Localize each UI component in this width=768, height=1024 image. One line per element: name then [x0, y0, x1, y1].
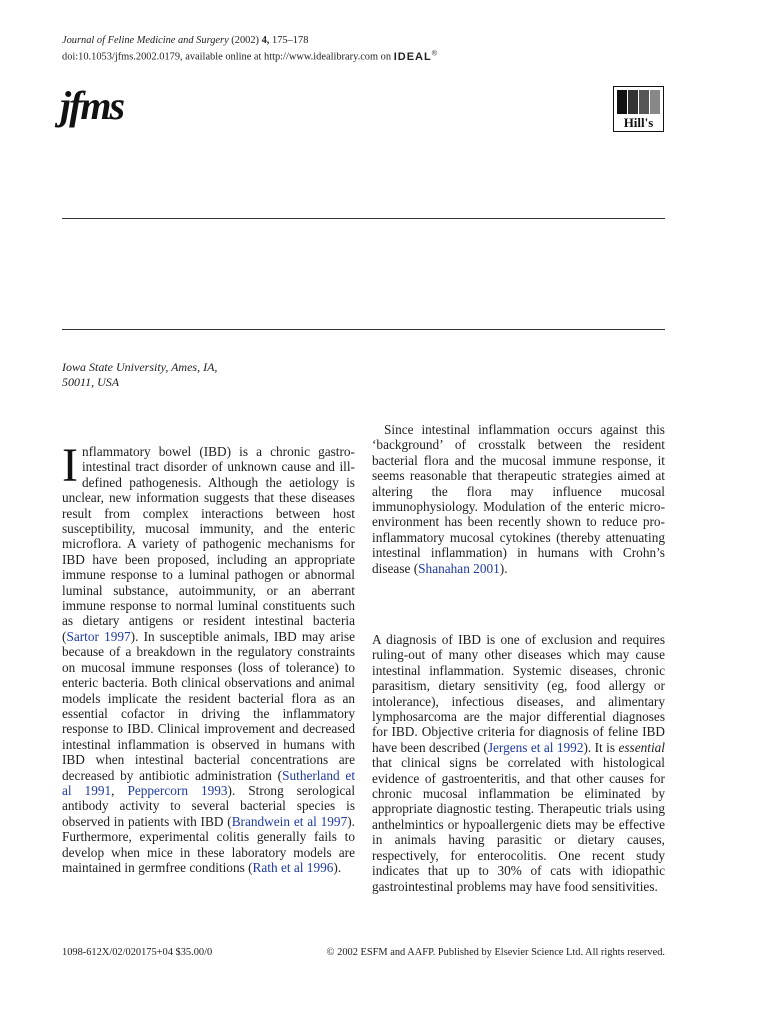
- bottom-divider: [62, 329, 665, 330]
- affiliation-line-1: Iowa State University, Ames, IA,: [62, 360, 218, 374]
- intro-paragraph: Inflammatory bowel (IBD) is a chronic gastro-intestinal tract disorder of unknown cause and ill-defined pathogenesis. Although the aetiology is unclear, new information suggests that these diseases result from complex interactions between host susceptibility, mucosal immunity, and the enteric microflora. A variety of pathogenic mechanisms for IBD have been proposed, including an appropriate immune response to a luminal pathogen or abnormal luminal substance, autoimmunity, or an aberrant immune response to normal luminal constituents such as dietary antigens or resident intestinal bacteria (Sartor 1997). In susceptible animals, IBD may arise because of a breakdown in the regulatory constraints on mucosal immune responses (loss of tolerance) to enteric bacteria. Both clinical observations and animal models implicate the resident bacterial flora as an essential cofactor in driving the inflammatory response to IBD. Clinical improvement and decreased intestinal inflammation is observed in humans with IBD when intestinal bacterial concentrations are decreased by antibiotic administration (Sutherland et al 1991, Peppercorn 1993). Strong serological antibody activity to several bacterial species is observed in patients with IBD (Brandwein et al 1997). Furthermore, experimental colitis generally fails to develop when mice in these laboratory models are maintained in germfree conditions (Rath et al 1996).: [62, 439, 356, 875]
- affiliation-line-2: 50011, USA: [62, 375, 120, 389]
- right-column-upper: [372, 422, 665, 576]
- journal-year: (2002): [231, 35, 259, 46]
- drop-cap: I: [62, 439, 78, 492]
- top-divider: [62, 218, 665, 219]
- diagnosis-paragraph: A diagnosis of IBD is one of exclusion and requires ruling-out of many other diseases which may cause intestinal inflammation. Systemic diseases, chronic parasitism, dietary sensitivity (eg, food allergy or intolerance), infectious diseases, and alimentary lymphosarcoma are the major differential diagnoses for IBD. Objective criteria for diagnosis of feline IBD have been described (Jergens et al 1992). It is essential that clinical signs be correlated with histological evidence of gastroenteritis, and that other causes for chronic mucosal inflammation be eliminated by appropriate diagnostic testing. Therapeutic trials using anthelmintics or hypoallergenic diets may be effective in animals having parasitic or dietary causes, respectively, for enterocolitis. One recent study indicates that up to 30% of cats with idiopathic gastrointestinal problems may have food sensitivities.: [372, 632, 665, 894]
- citation-link[interactable]: Brandwein et al 1997: [231, 813, 348, 829]
- hills-logo-text: Hill's: [623, 115, 654, 130]
- doi-text: doi:10.1053/jfms.2002.0179, available online at http://www.idealibrary.com on: [62, 51, 392, 63]
- citation-link[interactable]: Shanahan 2001: [418, 560, 500, 576]
- citation-link[interactable]: Sutherland et al 1991: [62, 767, 356, 798]
- citation-link[interactable]: Sartor 1997: [66, 628, 131, 644]
- journal-volume: 4,: [261, 35, 270, 46]
- hills-logo: [613, 86, 664, 132]
- right-column-lower: [372, 632, 665, 894]
- jfms-logo: jfms: [60, 83, 124, 128]
- ideal-logo: IDEAL®: [393, 50, 438, 63]
- emphasis-essential: essential: [618, 739, 665, 755]
- background-paragraph: Since intestinal inflammation occurs against this ‘background’ of crosstalk between the resident bacterial flora and the mucosal immune response, it seems reasonable that therapeutic strategies aimed at altering the flora may influence mucosal immunophysiology. Modulation of the enteric micro-environment has been recently shown to reduce pro-inflammatory mucosal cytokines (thereby attenuating intestinal inflammation) in humans with Crohn’s disease (Shanahan 2001).: [372, 422, 665, 576]
- copyright-notice: © 2002 ESFM and AAFP. Published by Elsevier Science Ltd. All rights reserved.: [326, 947, 665, 958]
- doi-line: [62, 47, 438, 64]
- journal-pages: 175–178: [272, 35, 309, 46]
- journal-name: Journal of Feline Medicine and Surgery: [62, 35, 229, 46]
- left-column: [62, 439, 356, 875]
- author-affiliation: [62, 360, 282, 390]
- article-code: 1098-612X/02/020175+04 $35.00/0: [62, 947, 213, 958]
- citation-link[interactable]: Peppercorn 1993: [127, 782, 228, 798]
- citation-link[interactable]: Jergens et al 1992: [487, 739, 584, 755]
- journal-citation-line: [62, 34, 308, 47]
- citation-link[interactable]: Rath et al 1996: [252, 859, 334, 875]
